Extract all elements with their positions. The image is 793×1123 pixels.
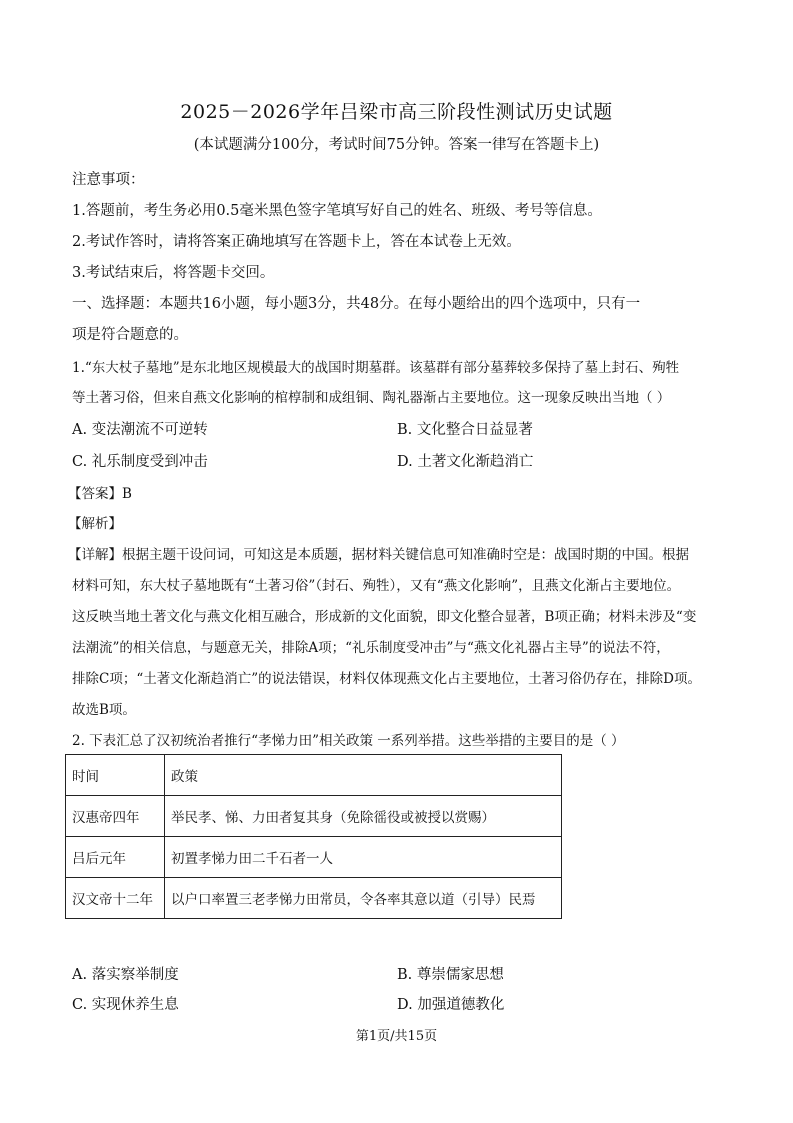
notice-item-3: 3.考试结束后，将答题卡交回。 xyxy=(72,265,275,281)
notice-item-2: 2.考试作答时，请将答案正确地填写在答题卡上，答在本试卷上无效。 xyxy=(72,234,521,250)
table-header-row xyxy=(66,755,562,796)
question-2-option-c: C. 实现休养生息 xyxy=(72,997,179,1013)
question-1-option-a: A. 变法潮流不可逆转 xyxy=(72,422,208,438)
table-cell-time: 吕后元年 xyxy=(66,837,165,878)
table-cell-policy: 初置孝悌力田二千石者一人 xyxy=(165,837,562,878)
notice-item-1: 1.答题前，考生务必用0.5毫米黑色签字笔填写好自己的姓名、班级、考号等信息。 xyxy=(72,203,602,219)
question-2-stem: 2. 下表汇总了汉初统治者推行“孝悌力田”相关政策 一系列举措。这些举措的主要目的是（ ） xyxy=(72,733,625,749)
question-1-stem-line1: 1.“东大杖子墓地”是东北地区规模最大的战国时期墓群。该墓群有部分墓葬较多保持了墓上封石、殉牲 xyxy=(72,360,680,376)
table-row xyxy=(66,837,562,878)
question-1-detail-line6: 故选B项。 xyxy=(72,702,136,718)
policy-table xyxy=(65,754,562,919)
page-footer: 第1页/共15页 xyxy=(355,1029,438,1044)
question-2-option-b: B. 尊崇儒家思想 xyxy=(397,967,504,983)
question-1-detail-line2: 材料可知，东大杖子墓地既有“土著习俗”（封石、殉牲），又有“燕文化影响”，且燕文化渐占主要地位。 xyxy=(72,578,681,594)
question-1-detail-line1: 【详解】根据主题干设问词，可知这是本质题，据材料关键信息可知准确时空是：战国时期的中国。根据 xyxy=(68,547,689,563)
section-instruction-line2: 项是符合题意的。 xyxy=(72,327,188,343)
question-1-stem-line2: 等土著习俗，但来自燕文化影响的棺椁制和成组铜、陶礼器渐占主要地位。这一现象反映出当地（ ） xyxy=(72,390,671,406)
notice-heading: 注意事项： xyxy=(72,172,145,188)
question-2-option-d: D. 加强道德教化 xyxy=(397,997,505,1013)
section-instruction-line1: 一、选择题：本题共16小题，每小题3分，共48分。在每小题给出的四个选项中，只有一 xyxy=(72,296,641,312)
page-subtitle: (本试题满分100分，考试时间75分钟。答案一律写在答题卡上) xyxy=(193,137,600,153)
table-header-time: 时间 xyxy=(66,755,165,796)
question-1-option-c: C. 礼乐制度受到冲击 xyxy=(72,454,208,470)
question-1-analysis-label: 【解析】 xyxy=(68,516,122,532)
table-cell-time: 汉文帝十二年 xyxy=(66,878,165,919)
question-1-detail-line4: 法潮流”的相关信息，与题意无关，排除A项；“礼乐制度受冲击”与“燕文化礼器占主导”的说法不符， xyxy=(72,640,670,656)
table-cell-time: 汉惠帝四年 xyxy=(66,796,165,837)
table-cell-policy: 以户口率置三老孝悌力田常员，令各率其意以道（引导）民焉 xyxy=(165,878,562,919)
question-2-option-a: A. 落实察举制度 xyxy=(72,967,179,983)
question-1-detail-line5: 排除C项；“土著文化渐趋消亡”的说法错误，材料仅体现燕文化占主要地位，土著习俗仍存在，排除D项。 xyxy=(72,671,701,687)
question-1-answer: 【答案】B xyxy=(68,486,132,502)
table-cell-policy: 举民孝、悌、力田者复其身（免除徭役或被授以赏赐） xyxy=(165,796,562,837)
table-header-policy: 政策 xyxy=(165,755,562,796)
question-1-detail-line3: 这反映当地土著文化与燕文化相互融合，形成新的文化面貌，即文化整合显著，B项正确；材料未涉及“变 xyxy=(72,609,697,625)
page-title: 2025－2026学年吕梁市高三阶段性测试历史试题 xyxy=(180,101,613,123)
table-row xyxy=(66,796,562,837)
table-row xyxy=(66,878,562,919)
question-1-option-b: B. 文化整合日益显著 xyxy=(397,422,533,438)
question-1-option-d: D. 土著文化渐趋消亡 xyxy=(397,454,534,470)
